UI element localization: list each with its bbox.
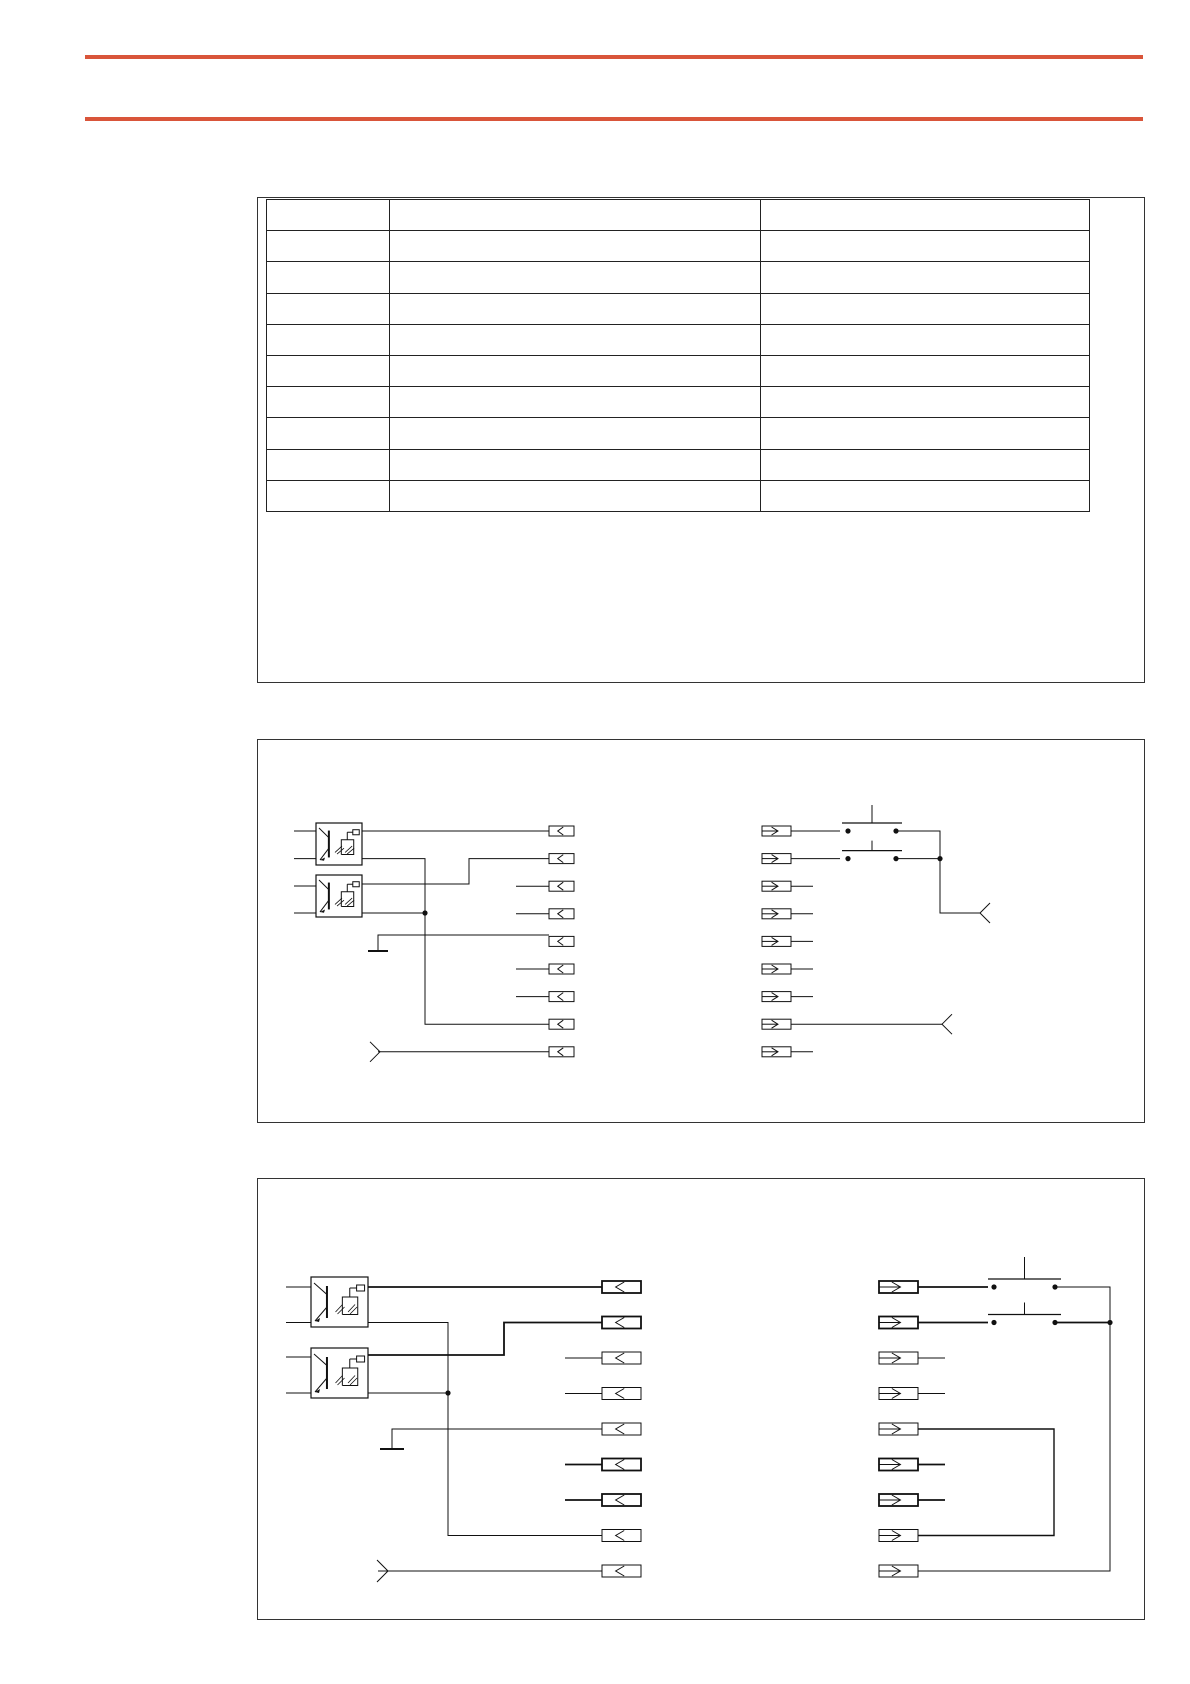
header-rule-top <box>85 55 1143 59</box>
table-row <box>267 324 1090 355</box>
signal-arrow-icon <box>942 1014 952 1034</box>
terminal-connector <box>549 992 574 1002</box>
terminal-connector <box>602 1352 641 1364</box>
terminal-connector <box>549 936 574 946</box>
switch-contact-icon <box>842 841 902 862</box>
switch-contact-icon <box>842 805 902 834</box>
table-cell <box>267 480 390 511</box>
terminal-connector <box>549 881 574 891</box>
terminal-connector <box>762 854 791 864</box>
terminal-connector <box>549 826 574 836</box>
table-cell <box>390 418 761 449</box>
junction-dot <box>422 910 427 915</box>
table-cell <box>390 387 761 418</box>
table-row <box>267 355 1090 386</box>
table-cell <box>267 231 390 262</box>
table-cell <box>267 449 390 480</box>
terminal-connector <box>879 1388 918 1400</box>
table-cell <box>390 480 761 511</box>
table-cell <box>390 293 761 324</box>
terminal-connector <box>762 1019 791 1029</box>
terminal-connector <box>549 909 574 919</box>
terminal-connector <box>762 964 791 974</box>
optocoupler-icon <box>311 1348 368 1398</box>
terminal-connector <box>602 1494 641 1506</box>
terminal-connector <box>879 1317 918 1329</box>
table-row <box>267 418 1090 449</box>
terminal-connector <box>879 1352 918 1364</box>
table-row <box>267 449 1090 480</box>
table-cell <box>390 355 761 386</box>
table-cell <box>267 387 390 418</box>
table-cell <box>390 449 761 480</box>
table-cell <box>761 387 1090 418</box>
table-cell <box>761 231 1090 262</box>
terminal-connector <box>602 1565 641 1577</box>
optocoupler-icon <box>316 823 362 865</box>
table-cell <box>761 355 1090 386</box>
terminal-connector <box>602 1423 641 1435</box>
wire <box>392 1429 602 1449</box>
terminal-connector <box>762 909 791 919</box>
wire <box>362 859 549 884</box>
table-cell <box>390 262 761 293</box>
wire <box>378 935 549 951</box>
optocoupler-icon <box>316 875 362 917</box>
terminal-connector <box>602 1530 641 1542</box>
table-cell <box>267 324 390 355</box>
table-cell <box>390 200 761 231</box>
terminal-connector <box>879 1565 918 1577</box>
terminal-connector <box>602 1459 641 1471</box>
table-cell <box>267 262 390 293</box>
table-cell <box>761 262 1090 293</box>
terminal-connector <box>762 936 791 946</box>
wire <box>940 859 980 913</box>
terminal-connector <box>762 992 791 1002</box>
table-row <box>267 387 1090 418</box>
terminal-connector <box>602 1281 641 1293</box>
signal-arrow-icon <box>980 903 990 923</box>
table-cell <box>267 418 390 449</box>
table-cell <box>267 200 390 231</box>
table-cell <box>267 293 390 324</box>
table-cell <box>761 480 1090 511</box>
table-row <box>267 293 1090 324</box>
header-rule-bottom <box>85 117 1143 121</box>
wiring-diagram-2 <box>257 1178 1145 1620</box>
table-row <box>267 262 1090 293</box>
terminal-connector <box>549 1019 574 1029</box>
wire <box>1055 1287 1110 1323</box>
junction-dot <box>445 1390 450 1395</box>
optocoupler-icon <box>311 1277 368 1327</box>
terminal-connector <box>879 1494 918 1506</box>
wiring-diagram-1 <box>257 739 1145 1123</box>
table-cell <box>761 200 1090 231</box>
table-row <box>267 480 1090 511</box>
table-cell <box>267 355 390 386</box>
table-cell <box>761 293 1090 324</box>
table-cell <box>761 418 1090 449</box>
wire <box>918 1429 1054 1536</box>
terminal-connector <box>549 854 574 864</box>
table-row <box>267 200 1090 231</box>
terminal-connector <box>879 1423 918 1435</box>
wire <box>368 1323 602 1356</box>
table-cell <box>390 324 761 355</box>
table-cell <box>390 231 761 262</box>
terminal-connector <box>549 1047 574 1057</box>
switch-contact-icon <box>988 1303 1061 1326</box>
empty-table <box>266 199 1090 512</box>
terminal-connector <box>762 826 791 836</box>
terminal-connector <box>762 1047 791 1057</box>
terminal-connector <box>879 1281 918 1293</box>
terminal-connector <box>602 1317 641 1329</box>
switch-contact-icon <box>988 1257 1061 1290</box>
terminal-connector <box>549 964 574 974</box>
terminal-connector <box>879 1530 918 1542</box>
table-panel <box>257 197 1145 683</box>
table-cell <box>761 449 1090 480</box>
table-row <box>267 231 1090 262</box>
wire <box>896 831 940 859</box>
wire <box>918 1323 1110 1572</box>
terminal-connector <box>762 881 791 891</box>
table-cell <box>761 324 1090 355</box>
terminal-connector <box>602 1388 641 1400</box>
wire <box>362 859 549 1025</box>
terminal-connector <box>879 1459 918 1471</box>
